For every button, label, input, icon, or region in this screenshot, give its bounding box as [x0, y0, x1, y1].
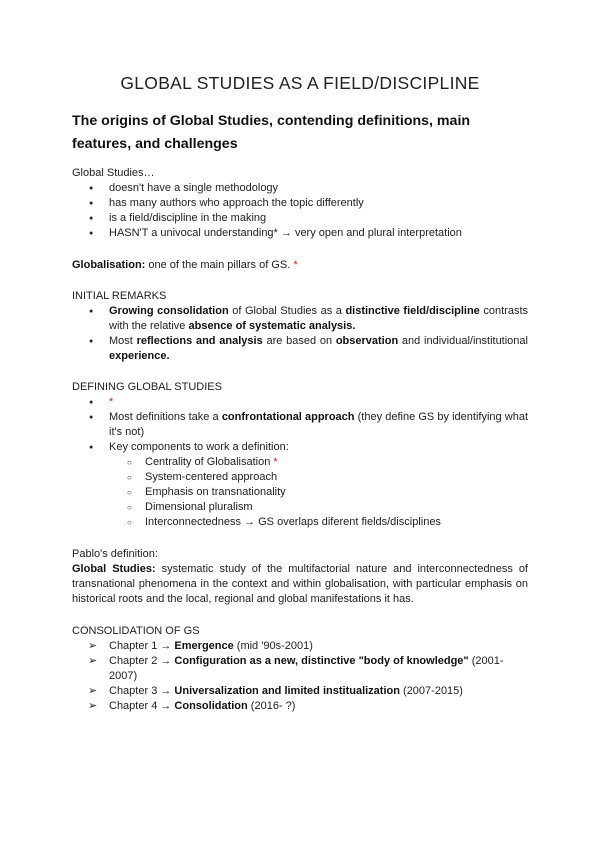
text: Most	[109, 335, 137, 347]
initial-remarks-list	[72, 304, 528, 364]
text: (2016- ?)	[247, 700, 296, 712]
bold-text: Configuration as a new, distinctive "body of knowledge"	[174, 655, 469, 667]
bold-text: absence of systematic analysis.	[188, 320, 356, 332]
list-item: ○ System-centered approach	[72, 470, 528, 485]
text: contrasts with the relative	[109, 305, 529, 332]
footnote-marker: *	[293, 259, 298, 271]
list-item: ○ Emphasis on transnationality	[72, 485, 528, 500]
text: systematic study of the multifactorial nature and interconnectedness of transnational phenomena in the context and within globalisation, with particular emphasis on historical roots and the local, regional and global manifestations it has.	[72, 563, 528, 605]
text: Key components to work a definition:	[109, 441, 289, 453]
section-heading: CONSOLIDATION OF GS	[72, 625, 200, 637]
text: Centrality of Globalisation	[145, 456, 274, 468]
initial-remarks-section	[72, 289, 528, 364]
text: Most definitions take a	[109, 411, 222, 423]
globalisation-text: one of the main pillars of GS.	[145, 259, 294, 271]
text: Chapter 2 →	[109, 655, 175, 667]
bold-text: confrontational approach	[221, 411, 355, 423]
footnote-marker: *	[109, 396, 114, 408]
definition-text	[72, 562, 528, 607]
text: Chapter 3 →	[109, 685, 175, 697]
globalisation-label: Globalisation:	[72, 259, 146, 271]
list-item	[72, 455, 528, 470]
text: of Global Studies as a	[228, 305, 346, 317]
bold-text: observation	[335, 335, 399, 347]
list-item	[72, 334, 528, 364]
page-title: GLOBAL STUDIES AS A FIELD/DISCIPLINE	[120, 73, 480, 93]
consolidation-section	[72, 624, 528, 714]
bold-text: experience.	[109, 350, 170, 362]
text: Chapter 1 →	[109, 640, 175, 652]
list-item: ● has many authors who approach the topic differently	[72, 196, 528, 211]
intro-bullet-list	[72, 181, 528, 241]
intro-section	[72, 166, 528, 241]
list-item: ● is a field/discipline in the making	[72, 211, 528, 226]
chapter-list	[72, 639, 528, 714]
section-heading: INITIAL REMARKS	[72, 290, 167, 302]
footnote-marker: *	[273, 456, 278, 468]
definition-label: Pablo's definition:	[72, 548, 158, 560]
bold-text: Global Studies:	[72, 563, 156, 575]
list-item	[72, 654, 528, 684]
list-item	[72, 639, 528, 654]
list-item	[72, 440, 528, 455]
section-heading: DEFINING GLOBAL STUDIES	[72, 381, 222, 393]
intro-lead: Global Studies…	[72, 167, 155, 179]
text: and individual/institutional	[398, 335, 528, 347]
bold-text: Consolidation	[174, 700, 248, 712]
bold-text: Universalization and limited institualization	[174, 685, 400, 697]
defining-list	[72, 395, 528, 455]
pablo-definition-section	[72, 547, 528, 607]
section-subtitle: The origins of Global Studies, contending definitions, main features, and challenges	[72, 113, 471, 152]
bold-text: Emergence	[174, 640, 234, 652]
list-item	[72, 395, 528, 410]
text: Chapter 4 →	[109, 700, 175, 712]
list-item: ○ Dimensional pluralism	[72, 500, 528, 515]
list-item: ● HASN'T a univocal understanding* → very open and plural interpretation	[72, 226, 528, 241]
text: (they define GS by identifying what it's not)	[109, 411, 528, 438]
bold-text: Growing consolidation	[109, 305, 229, 317]
text: (mid '90s-2001)	[233, 640, 313, 652]
list-item: ○ Interconnectedness → GS overlaps diferent fields/disciplines	[72, 515, 528, 530]
text: (2001-2007)	[109, 655, 504, 682]
list-item	[72, 699, 528, 714]
globalisation-paragraph	[72, 258, 528, 273]
list-item	[72, 304, 528, 334]
bold-text: distinctive field/discipline	[345, 305, 480, 317]
text: are based on	[262, 335, 336, 347]
list-item	[72, 410, 528, 440]
text: (2007-2015)	[399, 685, 463, 697]
defining-section	[72, 380, 528, 530]
bold-text: reflections and analysis	[136, 335, 263, 347]
list-item	[72, 684, 528, 699]
components-sublist	[72, 455, 528, 530]
list-item: ● doesn't have a single methodology	[72, 181, 528, 196]
